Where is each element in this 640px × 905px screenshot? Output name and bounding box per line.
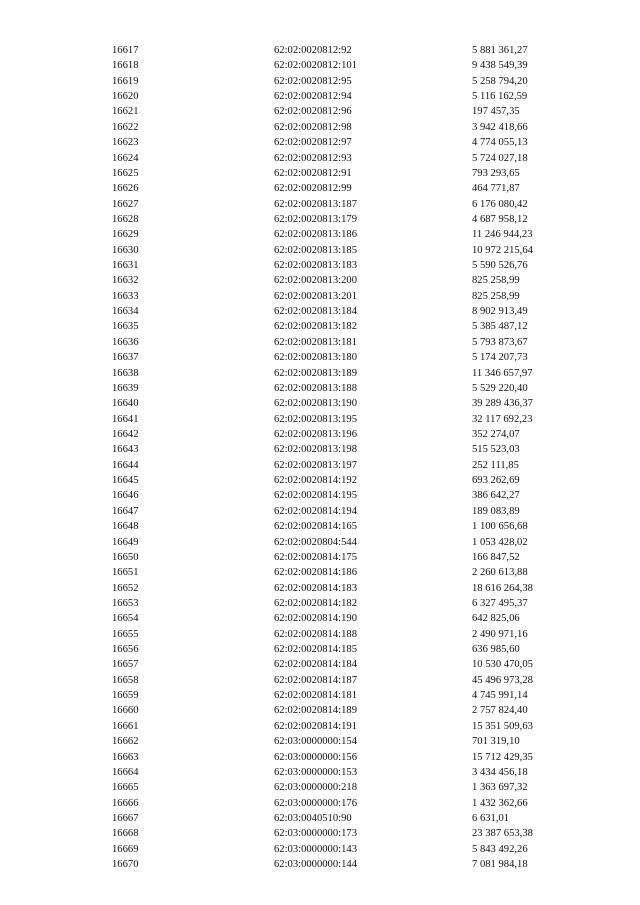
row-number: 16655	[112, 628, 139, 640]
cadastral-number: 62:03:0040510:90	[274, 812, 352, 824]
table-row	[0, 243, 640, 258]
cadastral-number: 62:02:0020813:182	[274, 321, 357, 333]
cadastral-value: 386 642,27	[472, 490, 520, 502]
table-row	[0, 811, 640, 826]
table-row	[0, 488, 640, 503]
row-number: 16618	[112, 60, 139, 72]
cadastral-value: 189 083,89	[472, 505, 520, 517]
row-number: 16657	[112, 659, 139, 671]
cadastral-value: 197 457,35	[472, 106, 520, 118]
cadastral-value: 825 258,99	[472, 290, 520, 302]
cadastral-value: 1 100 656,68	[472, 521, 528, 533]
table-row	[0, 135, 640, 150]
cadastral-value: 6 176 080,42	[472, 198, 528, 210]
row-number: 16633	[112, 290, 139, 302]
cadastral-value: 701 319,10	[472, 736, 520, 748]
row-number: 16629	[112, 229, 139, 241]
row-number: 16639	[112, 382, 139, 394]
cadastral-number: 62:02:0020812:92	[274, 45, 352, 56]
table-row	[0, 458, 640, 473]
row-number: 16642	[112, 428, 139, 440]
cadastral-value: 166 847,52	[472, 551, 520, 563]
row-number: 16625	[112, 167, 139, 179]
cadastral-value: 5 843 492,26	[472, 843, 528, 855]
table-row	[0, 796, 640, 811]
cadastral-number: 62:02:0020812:96	[274, 106, 352, 118]
cadastral-value: 1 432 362,66	[472, 797, 528, 809]
cadastral-number: 62:03:0000000:218	[274, 782, 357, 794]
table-row	[0, 611, 640, 626]
table-row	[0, 581, 640, 596]
row-number: 16656	[112, 644, 139, 656]
table-row	[0, 396, 640, 411]
cadastral-value: 11 246 944,23	[472, 229, 533, 241]
cadastral-number: 62:02:0020814:191	[274, 720, 357, 732]
cadastral-number: 62:03:0000000:144	[274, 859, 357, 871]
cadastral-number: 62:02:0020813:198	[274, 444, 357, 456]
table-row	[0, 642, 640, 657]
cadastral-number: 62:02:0020812:98	[274, 121, 352, 133]
table-row	[0, 381, 640, 396]
cadastral-number: 62:02:0020814:188	[274, 628, 357, 640]
data-table	[0, 43, 640, 872]
table-row	[0, 519, 640, 534]
cadastral-number: 62:02:0020812:94	[274, 91, 352, 103]
row-number: 16653	[112, 597, 139, 609]
cadastral-number: 62:02:0020814:195	[274, 490, 357, 502]
row-number: 16620	[112, 91, 139, 103]
row-number: 16652	[112, 582, 139, 594]
row-number: 16658	[112, 674, 139, 686]
cadastral-number: 62:02:0020813:200	[274, 275, 357, 287]
cadastral-number: 62:03:0000000:154	[274, 736, 357, 748]
table-row	[0, 427, 640, 442]
cadastral-value: 5 590 526,76	[472, 260, 528, 272]
row-number: 16650	[112, 551, 139, 563]
row-number: 16643	[112, 444, 139, 456]
cadastral-value: 7 081 984,18	[472, 859, 528, 871]
cadastral-number: 62:02:0020812:97	[274, 137, 352, 149]
row-number: 16628	[112, 213, 139, 225]
row-number: 16662	[112, 736, 139, 748]
table-row	[0, 780, 640, 795]
table-row	[0, 657, 640, 672]
cadastral-value: 693 262,69	[472, 475, 520, 487]
table-row	[0, 289, 640, 304]
row-number: 16666	[112, 797, 139, 809]
cadastral-number: 62:02:0020813:181	[274, 336, 357, 348]
cadastral-number: 62:02:0020814:192	[274, 475, 357, 487]
row-number: 16623	[112, 137, 139, 149]
row-number: 16668	[112, 828, 139, 840]
cadastral-number: 62:02:0020813:184	[274, 306, 357, 318]
cadastral-number: 62:02:0020812:93	[274, 152, 352, 164]
cadastral-value: 464 771,87	[472, 183, 520, 195]
row-number: 16651	[112, 567, 139, 579]
row-number: 16619	[112, 75, 139, 87]
cadastral-number: 62:03:0000000:156	[274, 751, 357, 763]
table-row	[0, 596, 640, 611]
cadastral-number: 62:02:0020813:201	[274, 290, 357, 302]
row-number: 16622	[112, 121, 139, 133]
cadastral-number: 62:02:0020814:165	[274, 521, 357, 533]
table-row	[0, 227, 640, 242]
row-number: 16667	[112, 812, 139, 824]
cadastral-value: 352 274,07	[472, 428, 520, 440]
table-row	[0, 765, 640, 780]
cadastral-number: 62:03:0000000:173	[274, 828, 357, 840]
table-row	[0, 43, 640, 58]
cadastral-value: 4 745 991,14	[472, 690, 528, 702]
row-number: 16645	[112, 475, 139, 487]
row-number: 16635	[112, 321, 139, 333]
cadastral-number: 62:02:0020813:180	[274, 352, 357, 364]
row-number: 16621	[112, 106, 139, 118]
cadastral-value: 5 881 361,27	[472, 45, 528, 56]
table-row	[0, 151, 640, 166]
row-number: 16654	[112, 613, 139, 625]
cadastral-number: 62:02:0020814:190	[274, 613, 357, 625]
cadastral-value: 10 972 215,64	[472, 244, 533, 256]
table-row	[0, 734, 640, 749]
table-row	[0, 74, 640, 89]
table-row	[0, 366, 640, 381]
cadastral-number: 62:02:0020813:183	[274, 260, 357, 272]
table-row	[0, 166, 640, 181]
row-number: 16660	[112, 705, 139, 717]
table-row	[0, 273, 640, 288]
table-row	[0, 197, 640, 212]
cadastral-number: 62:02:0020813:179	[274, 213, 357, 225]
table-row	[0, 104, 640, 119]
row-number: 16663	[112, 751, 139, 763]
table-row	[0, 535, 640, 550]
table-row	[0, 335, 640, 350]
cadastral-value: 793 293,65	[472, 167, 520, 179]
row-number: 16634	[112, 306, 139, 318]
table-row	[0, 550, 640, 565]
table-row	[0, 719, 640, 734]
cadastral-value: 5 258 794,20	[472, 75, 528, 87]
row-number: 16646	[112, 490, 139, 502]
cadastral-value: 1 053 428,02	[472, 536, 528, 548]
table-row	[0, 504, 640, 519]
row-number: 16637	[112, 352, 139, 364]
row-number: 16649	[112, 536, 139, 548]
cadastral-number: 62:02:0020814:181	[274, 690, 357, 702]
row-number: 16659	[112, 690, 139, 702]
table-row	[0, 212, 640, 227]
row-number: 16624	[112, 152, 139, 164]
row-number: 16627	[112, 198, 139, 210]
cadastral-value: 4 774 055,13	[472, 137, 528, 149]
row-number: 16640	[112, 398, 139, 410]
table-row	[0, 350, 640, 365]
cadastral-number: 62:03:0000000:153	[274, 766, 357, 778]
cadastral-value: 515 523,03	[472, 444, 520, 456]
cadastral-number: 62:02:0020814:187	[274, 674, 357, 686]
cadastral-value: 15 712 429,35	[472, 751, 533, 763]
cadastral-value: 6 631,01	[472, 812, 510, 824]
table-row	[0, 181, 640, 196]
cadastral-value: 18 616 264,38	[472, 582, 533, 594]
row-number: 16644	[112, 459, 139, 471]
cadastral-number: 62:02:0020813:189	[274, 367, 357, 379]
cadastral-value: 39 289 436,37	[472, 398, 533, 410]
cadastral-value: 23 387 653,38	[472, 828, 533, 840]
cadastral-value: 15 351 509,63	[472, 720, 533, 732]
cadastral-number: 62:02:0020814:175	[274, 551, 357, 563]
cadastral-value: 5 529 220,40	[472, 382, 528, 394]
cadastral-number: 62:02:0020813:188	[274, 382, 357, 394]
cadastral-value: 5 724 027,18	[472, 152, 528, 164]
table-row	[0, 473, 640, 488]
cadastral-number: 62:02:0020814:185	[274, 644, 357, 656]
cadastral-number: 62:02:0020813:186	[274, 229, 357, 241]
table-row	[0, 304, 640, 319]
table-row	[0, 89, 640, 104]
cadastral-number: 62:02:0020814:186	[274, 567, 357, 579]
cadastral-value: 636 985,60	[472, 644, 520, 656]
cadastral-number: 62:02:0020812:101	[274, 60, 357, 72]
cadastral-number: 62:02:0020814:182	[274, 597, 357, 609]
cadastral-value: 5 116 162,59	[472, 91, 528, 103]
cadastral-value: 5 385 487,12	[472, 321, 528, 333]
table-row	[0, 412, 640, 427]
cadastral-value: 2 490 971,16	[472, 628, 528, 640]
table-row	[0, 319, 640, 334]
cadastral-number: 62:02:0020813:197	[274, 459, 357, 471]
cadastral-value: 1 363 697,32	[472, 782, 528, 794]
cadastral-value: 8 902 913,49	[472, 306, 528, 318]
cadastral-value: 45 496 973,28	[472, 674, 533, 686]
row-number: 16647	[112, 505, 139, 517]
cadastral-number: 62:02:0020813:195	[274, 413, 357, 425]
cadastral-number: 62:02:0020804:544	[274, 536, 357, 548]
table-row	[0, 258, 640, 273]
row-number: 16669	[112, 843, 139, 855]
cadastral-value: 3 434 456,18	[472, 766, 528, 778]
cadastral-number: 62:03:0000000:176	[274, 797, 357, 809]
cadastral-number: 62:02:0020812:91	[274, 167, 352, 179]
cadastral-value: 5 174 207,73	[472, 352, 528, 364]
cadastral-number: 62:02:0020812:99	[274, 183, 352, 195]
table-row	[0, 442, 640, 457]
row-number: 16665	[112, 782, 139, 794]
cadastral-number: 62:02:0020813:187	[274, 198, 357, 210]
table-row	[0, 826, 640, 841]
cadastral-number: 62:02:0020813:190	[274, 398, 357, 410]
cadastral-value: 252 111,85	[472, 459, 519, 471]
row-number: 16648	[112, 521, 139, 533]
cadastral-value: 3 942 418,66	[472, 121, 528, 133]
cadastral-value: 11 346 657,97	[472, 367, 533, 379]
table-row	[0, 673, 640, 688]
cadastral-number: 62:02:0020814:189	[274, 705, 357, 717]
table-row	[0, 703, 640, 718]
cadastral-number: 62:02:0020813:185	[274, 244, 357, 256]
row-number: 16617	[112, 45, 139, 56]
cadastral-number: 62:02:0020814:194	[274, 505, 357, 517]
cadastral-value: 825 258,99	[472, 275, 520, 287]
row-number: 16641	[112, 413, 139, 425]
row-number: 16626	[112, 183, 139, 195]
cadastral-number: 62:02:0020814:184	[274, 659, 357, 671]
table-row	[0, 857, 640, 872]
cadastral-value: 6 327 495,37	[472, 597, 528, 609]
table-row	[0, 688, 640, 703]
cadastral-value: 9 438 549,39	[472, 60, 528, 72]
row-number: 16631	[112, 260, 139, 272]
cadastral-value: 2 260 613,88	[472, 567, 528, 579]
table-row	[0, 120, 640, 135]
table-row	[0, 58, 640, 73]
row-number: 16664	[112, 766, 139, 778]
row-number: 16661	[112, 720, 139, 732]
row-number: 16630	[112, 244, 139, 256]
cadastral-number: 62:02:0020812:95	[274, 75, 352, 87]
table-row	[0, 842, 640, 857]
table-row	[0, 627, 640, 642]
cadastral-number: 62:02:0020814:183	[274, 582, 357, 594]
row-number: 16638	[112, 367, 139, 379]
row-number: 16636	[112, 336, 139, 348]
row-number: 16632	[112, 275, 139, 287]
table-row	[0, 750, 640, 765]
cadastral-value: 642 825,06	[472, 613, 520, 625]
cadastral-value: 2 757 824,40	[472, 705, 528, 717]
cadastral-value: 10 530 470,05	[472, 659, 533, 671]
table-row	[0, 565, 640, 580]
cadastral-number: 62:03:0000000:143	[274, 843, 357, 855]
cadastral-number: 62:02:0020813:196	[274, 428, 357, 440]
cadastral-value: 5 793 873,67	[472, 336, 528, 348]
cadastral-value: 32 117 692,23	[472, 413, 533, 425]
row-number: 16670	[112, 859, 139, 871]
cadastral-value: 4 687 958,12	[472, 213, 528, 225]
